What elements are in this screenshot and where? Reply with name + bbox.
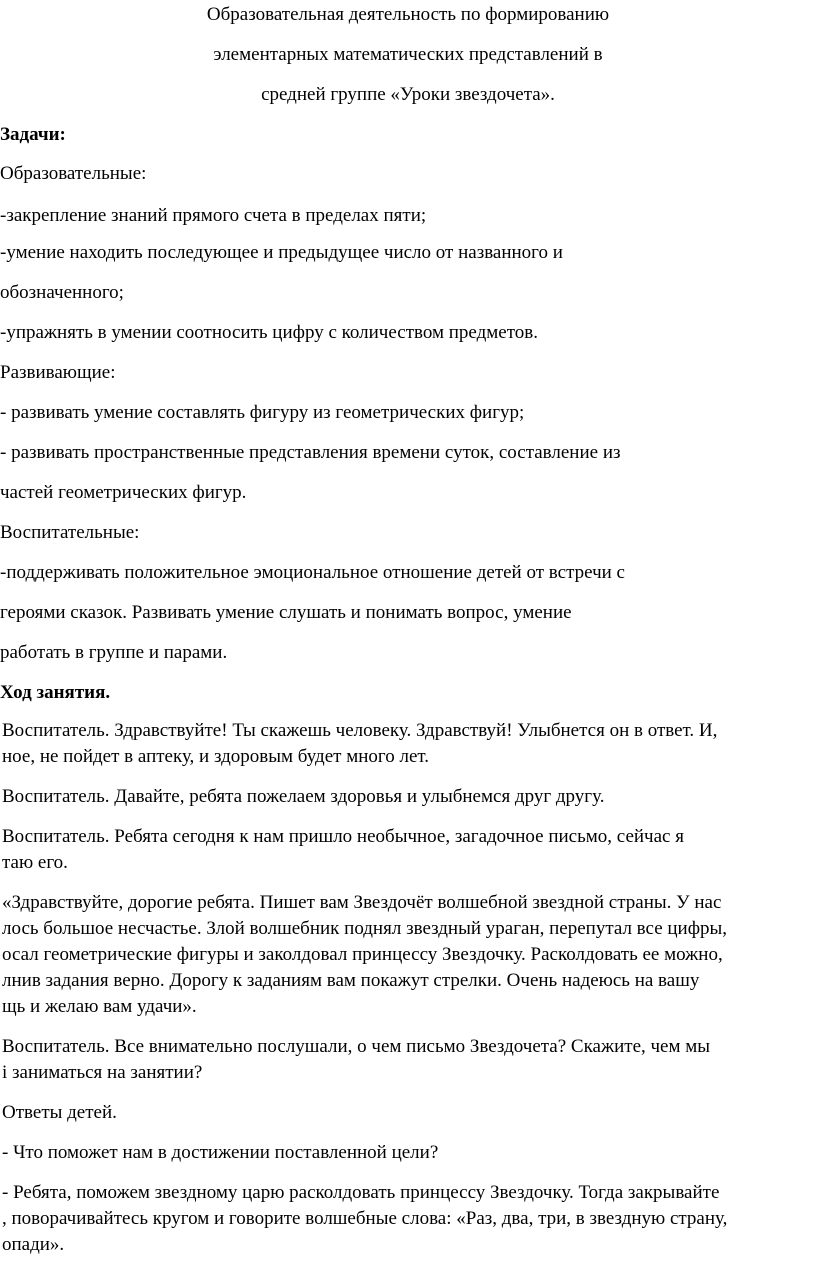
- lesson-line-13: Ответы детей.: [2, 1102, 117, 1123]
- tasks-heading: Задачи:: [0, 124, 66, 145]
- lesson-line-15: - Ребята, поможем звездному царю расколдовать принцессу Звездочку. Тогда закрывайте: [2, 1182, 720, 1203]
- lesson-line-16: , поворачивайтесь кругом и говорите волшебные слова: «Раз, два, три, в звездную страну,: [2, 1208, 728, 1229]
- lesson-line-9: лнив задания верно. Дорогу к заданиям вам покажут стрелки. Очень надеюсь на вашу: [2, 970, 700, 991]
- lesson-line-6: «Здравствуйте, дорогие ребята. Пишет вам Звездочёт волшебной звездной страны. У нас: [2, 892, 722, 913]
- lesson-line-7: лось большое несчастье. Злой волшебник поднял звездный ураган, перепутал все цифры,: [2, 918, 728, 939]
- developing-line-1: - развивать умение составлять фигуру из геометрических фигур;: [0, 402, 525, 423]
- educational-line-3: обозначенного;: [0, 282, 124, 303]
- lesson-line-12: і заниматься на занятии?: [2, 1062, 203, 1083]
- developing-line-2: - развивать пространственные представления времени суток, составление из: [0, 442, 621, 463]
- educational-heading: Образовательные:: [0, 163, 147, 184]
- lesson-line-11: Воспитатель. Все внимательно послушали, о чем письмо Звездочета? Скажите, чем мы: [2, 1036, 711, 1057]
- lesson-line-4: Воспитатель. Ребята сегодня к нам пришло необычное, загадочное письмо, сейчас я: [2, 826, 684, 847]
- title-line-3: средней группе «Уроки звездочета».: [261, 84, 555, 105]
- developing-line-3: частей геометрических фигур.: [0, 482, 247, 503]
- upbringing-line-2: героями сказок. Развивать умение слушать и понимать вопрос, умение: [0, 602, 572, 623]
- lesson-line-3: Воспитатель. Давайте, ребята пожелаем здоровья и улыбнемся друг другу.: [2, 786, 605, 807]
- educational-line-4: -упражнять в умении соотносить цифру с количеством предметов.: [0, 322, 539, 343]
- lesson-line-5: таю его.: [2, 852, 68, 873]
- educational-line-1: -закрепление знаний прямого счета в пределах пяти;: [0, 205, 427, 226]
- educational-line-2: -умение находить последующее и предыдущее число от названного и: [0, 242, 563, 263]
- lesson-line-1: Воспитатель. Здравствуйте! Ты скажешь человеку. Здравствуй! Улыбнется он в ответ. И,: [2, 720, 718, 741]
- title-line-2: элементарных математических представлений в: [213, 44, 603, 65]
- lesson-heading: Ход занятия.: [0, 682, 111, 703]
- upbringing-line-1: -поддерживать положительное эмоциональное отношение детей от встречи с: [0, 562, 625, 583]
- lesson-line-10: щь и желаю вам удачи».: [2, 996, 197, 1017]
- upbringing-heading: Воспитательные:: [0, 522, 140, 543]
- title-line-1: Образовательная деятельность по формированию: [206, 4, 610, 25]
- developing-heading: Развивающие:: [0, 362, 116, 383]
- lesson-line-8: осал геометрические фигуры и заколдовал принцессу Звездочку. Расколдовать ее можно,: [2, 944, 723, 965]
- upbringing-line-3: работать в группе и парами.: [0, 642, 228, 663]
- lesson-line-14: - Что поможет нам в достижении поставленной цели?: [2, 1142, 439, 1163]
- lesson-line-2: ное, не пойдет в аптеку, и здоровым будет много лет.: [2, 746, 429, 767]
- lesson-line-17: опади».: [2, 1234, 65, 1255]
